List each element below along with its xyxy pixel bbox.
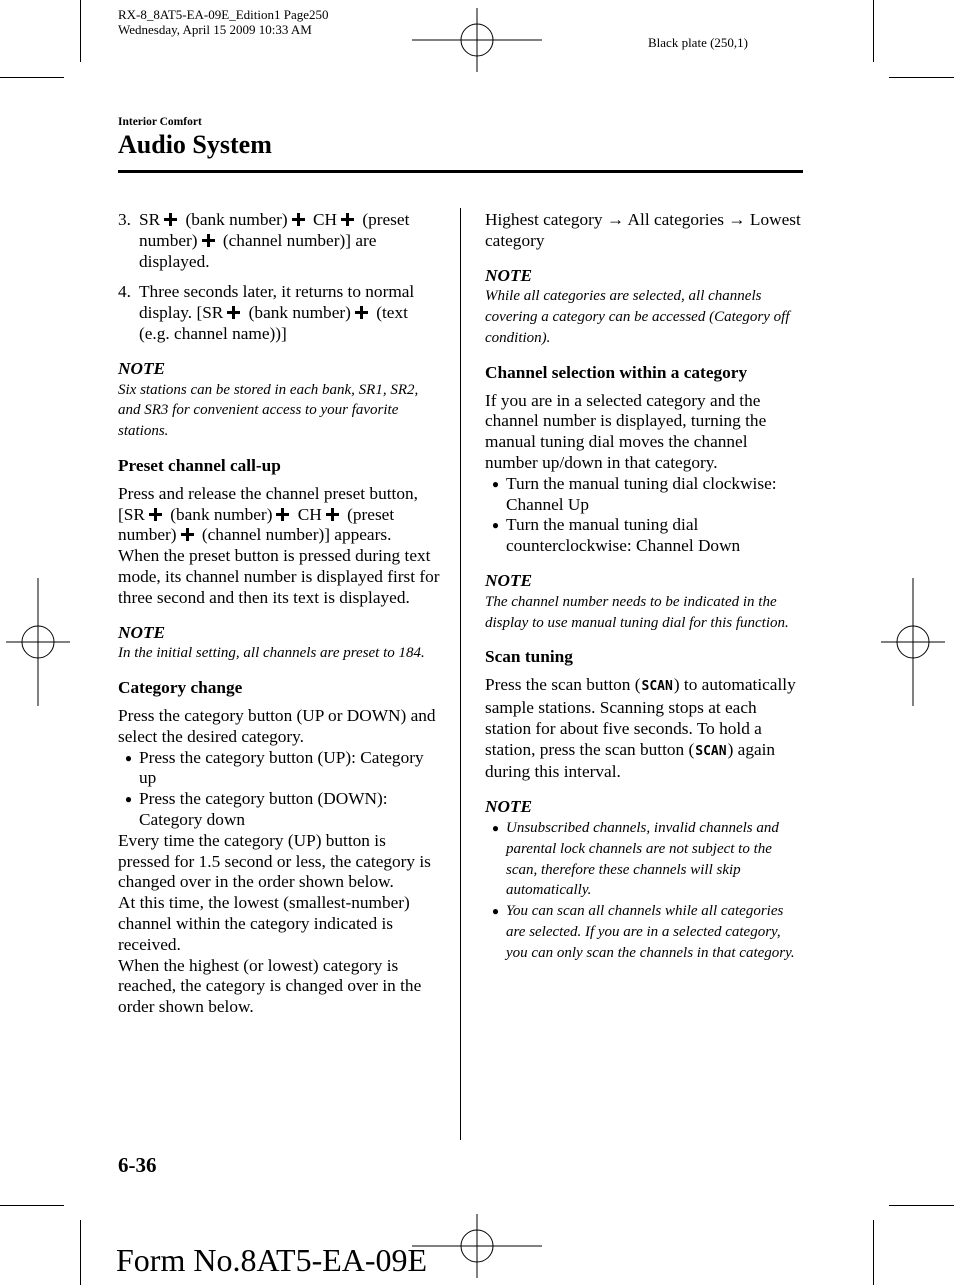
section-label: Interior Comfort [118, 116, 202, 128]
bullet-item [118, 789, 440, 831]
right-column [485, 210, 803, 964]
bullet-text: Press the category button (UP): Category up [139, 747, 424, 788]
doc-file-line: RX-8_8AT5-EA-09E_Edition1 Page250 [118, 7, 329, 22]
plus-icon [355, 306, 368, 319]
note-bullet [485, 901, 803, 963]
channel-selection-paragraph: If you are in a selected category and the channel number is displayed, turning the manual tuning dial moves the channel number up/down in that category. [485, 390, 767, 472]
bullet-icon: ● [491, 476, 500, 491]
crop-mark [0, 77, 64, 78]
bank-label: (bank number) [185, 210, 288, 229]
sr-label: [SR [118, 504, 145, 524]
bullet-icon: ● [491, 820, 500, 835]
title-rule [118, 170, 803, 173]
category-paragraph: When the highest (or lowest) category is reached, the category is changed over in the order shown below. [118, 955, 422, 1017]
item-number: 3. [118, 210, 131, 229]
scan-text: ) again during this interval. [485, 739, 776, 782]
crop-mark [873, 1220, 874, 1285]
ch-label: CH [313, 210, 338, 229]
note-heading: NOTE [485, 797, 533, 817]
plus-icon [181, 528, 194, 541]
note-text: The channel number needs to be indicated in the display to use manual tuning dial for this function. [485, 593, 789, 631]
crop-mark [0, 1205, 64, 1206]
channel-label: (channel number)] [222, 230, 351, 250]
note-bullet-text: Unsubscribed channels, invalid channels and parental lock channels are not subject to the scan, therefore these channels will skip automatically. [506, 819, 779, 899]
doc-date-line: Wednesday, April 15 2009 10:33 AM [118, 22, 312, 37]
registration-mark-top [412, 8, 542, 72]
scan-heading: Scan tuning [485, 647, 573, 667]
plus-icon [341, 213, 354, 226]
scan-button-icon: SCAN [641, 679, 673, 695]
bullet-icon: ● [124, 750, 133, 765]
registration-mark-bottom [412, 1214, 542, 1278]
form-number: Form No.8AT5-EA-09E [116, 1242, 428, 1278]
note-heading: NOTE [118, 358, 166, 378]
ch-label: CH [297, 504, 322, 524]
note-heading: NOTE [485, 265, 533, 285]
registration-mark-right [881, 578, 945, 706]
column-divider [460, 208, 461, 1140]
scan-button-icon: SCAN [695, 743, 727, 759]
left-column [118, 210, 440, 1018]
bullet-text: Press the category button (DOWN): Category down [139, 789, 388, 829]
crop-mark [889, 77, 954, 78]
preset-label: (preset number) [139, 210, 410, 250]
note-text: While all categories are selected, all channels covering a category can be accessed (Category off condition). [485, 288, 790, 346]
category-paragraph: Press the category button (UP or DOWN) and select the desired category. [118, 705, 436, 746]
list-item-4 [118, 282, 440, 344]
scan-text: Press the scan button ( [485, 675, 641, 695]
category-heading: Category change [118, 678, 243, 698]
print-header [118, 7, 329, 37]
item-tail: are displayed. [139, 230, 377, 271]
note-text: Six stations can be stored in each bank, SR1, SR2, and SR3 for convenient access to your favorite stations. [118, 381, 419, 440]
item-number: 4. [118, 282, 131, 302]
page-title: Audio System [118, 130, 272, 159]
registration-mark-left [6, 578, 70, 706]
plus-icon [326, 508, 339, 521]
crop-mark [80, 0, 81, 62]
channel-selection-heading: Channel selection within a category [485, 362, 748, 382]
bullet-text: Turn the manual tuning dial counterclockwise: Channel Down [506, 515, 741, 556]
bullet-item [485, 515, 803, 557]
plus-icon [276, 508, 289, 521]
bullet-icon: ● [124, 792, 133, 807]
preset-sequence [118, 505, 440, 547]
bullet-icon: ● [491, 518, 500, 533]
channel-label: (channel number)] appears. [201, 525, 392, 545]
sr-label: SR [139, 210, 161, 229]
plus-icon [292, 213, 305, 226]
list-item-3 [118, 210, 440, 272]
category-order: Highest category → All categories → Lowest category [485, 210, 801, 250]
category-paragraph: At this time, the lowest (smallest-number) channel within the category indicated is received. [118, 893, 410, 954]
crop-mark [889, 1205, 954, 1206]
crop-mark [80, 1220, 81, 1285]
scan-paragraph [485, 675, 803, 783]
note-bullet-text: You can scan all channels while all categories are selected. If you are in a selected category, you can only scan the channels in that category. [506, 903, 795, 961]
page-number: 6-36 [118, 1153, 157, 1177]
bullet-icon: ● [491, 904, 500, 919]
plus-icon [149, 508, 162, 521]
plus-icon [227, 306, 240, 319]
preset-paragraph: Press and release the channel preset button, [118, 483, 418, 503]
crop-mark [873, 0, 874, 62]
category-paragraph: Every time the category (UP) button is pressed for 1.5 second or less, the category is changed over in the order shown below. [118, 830, 431, 892]
plus-icon [202, 234, 215, 247]
preset-label: (preset number) [118, 504, 395, 545]
note-bullet [485, 818, 803, 901]
plate-label: Black plate (250,1) [648, 35, 748, 50]
note-heading: NOTE [118, 622, 166, 642]
preset-heading: Preset channel call-up [118, 455, 281, 475]
bullet-item [485, 474, 803, 516]
note-text: In the initial setting, all channels are preset to 184. [118, 645, 425, 662]
bank-label: (bank number) [170, 504, 273, 524]
plus-icon [164, 213, 177, 226]
scan-text: ) to automatically sample stations. Scanning stops at each station for about five seconds. To hold a station, press the scan button ( [485, 675, 796, 759]
item-text: (text (e.g. channel name))] [139, 303, 408, 343]
note-heading: NOTE [485, 570, 533, 590]
bank-label: (bank number) [248, 303, 351, 323]
bullet-item [118, 748, 440, 790]
preset-paragraph: When the preset button is pressed during text mode, its channel number is displayed first for three second and then its text is displayed. [118, 546, 440, 607]
bullet-text: Turn the manual tuning dial clockwise: Channel Up [506, 473, 777, 514]
item-text: Three seconds later, it returns to normal display. [SR [139, 282, 415, 323]
